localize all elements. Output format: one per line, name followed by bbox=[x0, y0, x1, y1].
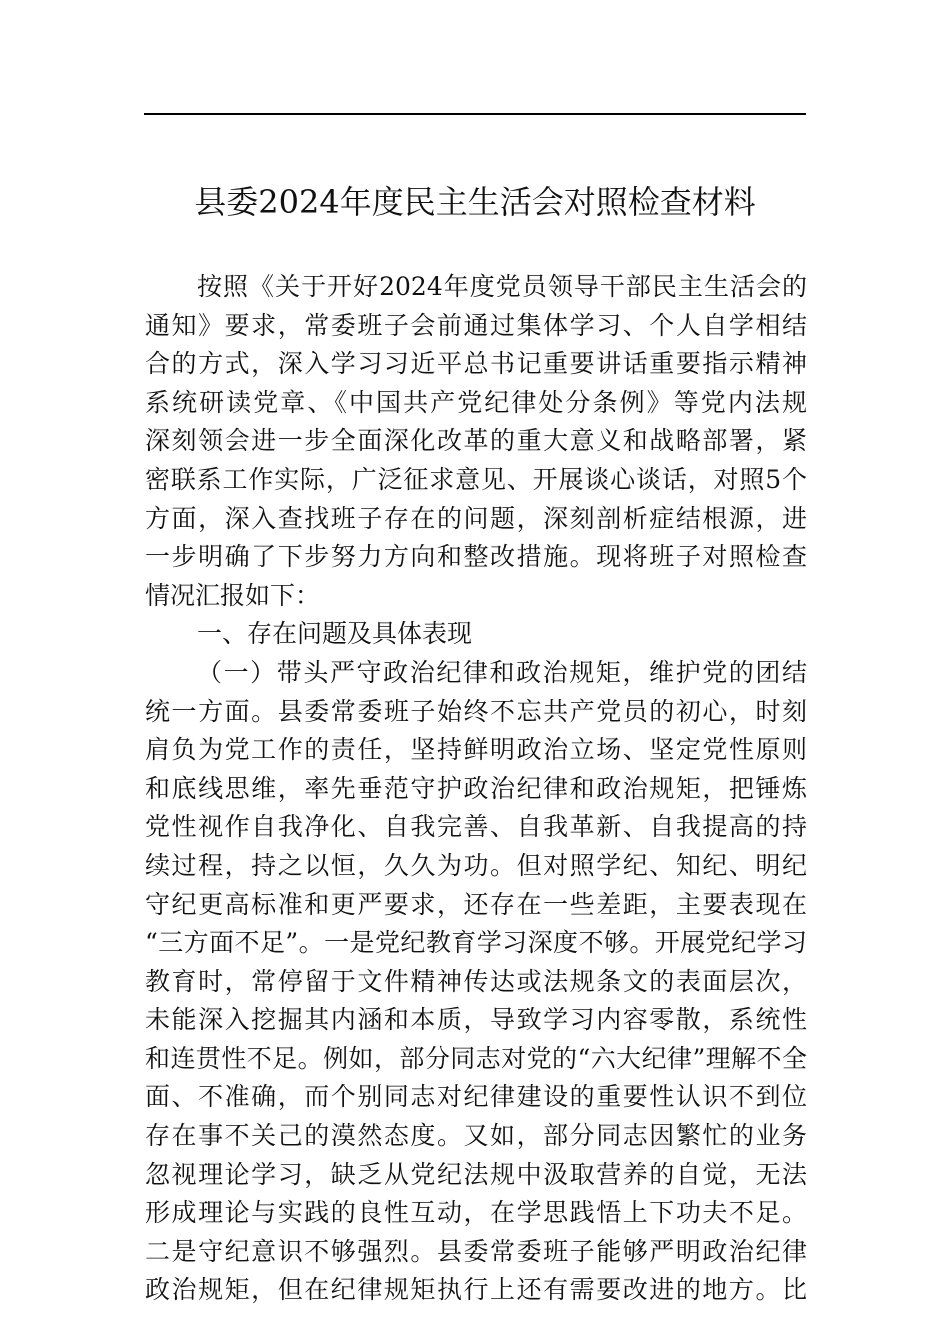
paragraph-line: 合的方式，深入学习习近平总书记重要讲话重要指示精神 bbox=[145, 349, 807, 379]
paragraph-line: 面、不准确，而个别同志对纪律建设的重要性认识不到位 bbox=[145, 1082, 807, 1112]
document-body bbox=[145, 268, 807, 1310]
paragraph-line: 情况汇报如下： bbox=[145, 580, 321, 610]
paragraph-line: 教育时，常停留于文件精神传达或法规条文的表面层次， bbox=[145, 966, 807, 996]
paragraph-line: 按照《关于开好2024年度党员领导干部民主生活会的 bbox=[197, 272, 807, 301]
paragraph-line: 一步明确了下步努力方向和整改措施。现将班子对照检查 bbox=[145, 542, 807, 572]
paragraph-line: 二是守纪意识不够强烈。县委常委班子能够严明政治纪律 bbox=[145, 1236, 807, 1266]
paragraph-line: 和底线思维，率先垂范守护政治纪律和政治规矩，把锤炼 bbox=[145, 773, 807, 803]
paragraph-line: 统一方面。县委常委班子始终不忘共产党员的初心，时刻 bbox=[145, 696, 807, 726]
paragraph-line: 密联系工作实际，广泛征求意见、开展谈心谈话，对照5个 bbox=[145, 464, 807, 494]
paragraph-line: 方面，深入查找班子存在的问题，深刻剖析症结根源，进 bbox=[145, 503, 807, 533]
header-rule bbox=[144, 113, 806, 115]
paragraph-line: 存在事不关己的漠然态度。又如，部分同志因繁忙的业务 bbox=[145, 1121, 807, 1151]
paragraph-line: 通知》要求，常委班子会前通过集体学习、个人自学相结 bbox=[145, 310, 807, 340]
paragraph-line: 政治规矩，但在纪律规矩执行上还有需要改进的地方。比 bbox=[145, 1275, 807, 1305]
paragraph-line: 忽视理论学习，缺乏从党纪法规中汲取营养的自觉，无法 bbox=[145, 1159, 807, 1189]
paragraph-line: 肩负为党工作的责任，坚持鲜明政治立场、坚定党性原则 bbox=[145, 735, 807, 765]
paragraph-line: 形成理论与实践的良性互动，在学思践悟上下功夫不足。 bbox=[145, 1198, 807, 1228]
paragraph-line: 系统研读党章、《中国共产党纪律处分条例》等党内法规 bbox=[145, 387, 807, 417]
section-heading: 一、存在问题及具体表现 bbox=[197, 619, 473, 649]
paragraph-line: 党性视作自我净化、自我完善、自我革新、自我提高的持 bbox=[145, 812, 807, 842]
paragraph-line: 守纪更高标准和更严要求，还存在一些差距，主要表现在 bbox=[145, 889, 807, 919]
paragraph-line: （一）带头严守政治纪律和政治规矩，维护党的团结 bbox=[197, 657, 807, 687]
paragraph-line: 未能深入挖掘其内涵和本质，导致学习内容零散，系统性 bbox=[145, 1005, 807, 1035]
paragraph-line: 续过程，持之以恒，久久为功。但对照学纪、知纪、明纪 bbox=[145, 850, 807, 880]
document-title: 县委2024年度民主生活会对照检查材料 bbox=[194, 183, 756, 221]
paragraph-line: 深刻领会进一步全面深化改革的重大意义和战略部署，紧 bbox=[145, 426, 807, 456]
paragraph-line: “三方面不足”。一是党纪教育学习深度不够。开展党纪学习 bbox=[145, 928, 807, 958]
paragraph-line: 和连贯性不足。例如，部分同志对党的“六大纪律”理解不全 bbox=[145, 1043, 807, 1073]
